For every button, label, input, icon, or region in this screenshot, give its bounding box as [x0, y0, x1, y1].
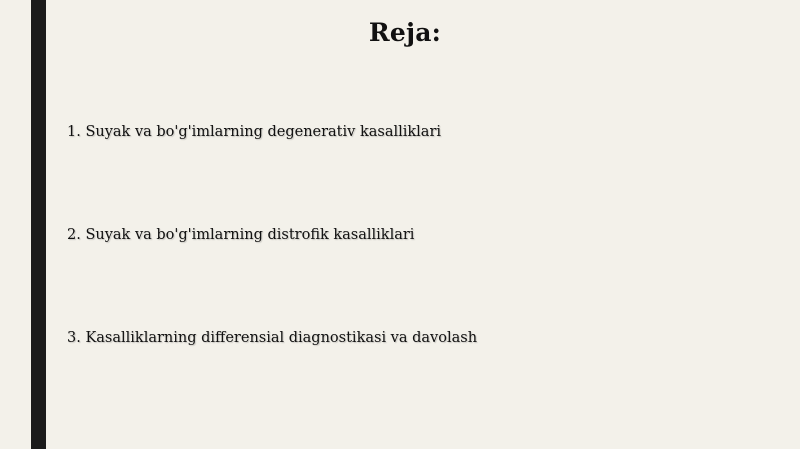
plan-item-3: 3. Kasalliklarning differensial diagnostikasi va davolash — [67, 330, 478, 346]
plan-item-1: 1. Suyak va bo'g'imlarning degenerativ kasalliklari — [67, 124, 442, 140]
plan-item-2: 2. Suyak va bo'g'imlarning distrofik kasalliklari — [67, 227, 415, 243]
slide-title: Reja: — [368, 18, 442, 47]
left-accent-bar — [31, 0, 46, 449]
